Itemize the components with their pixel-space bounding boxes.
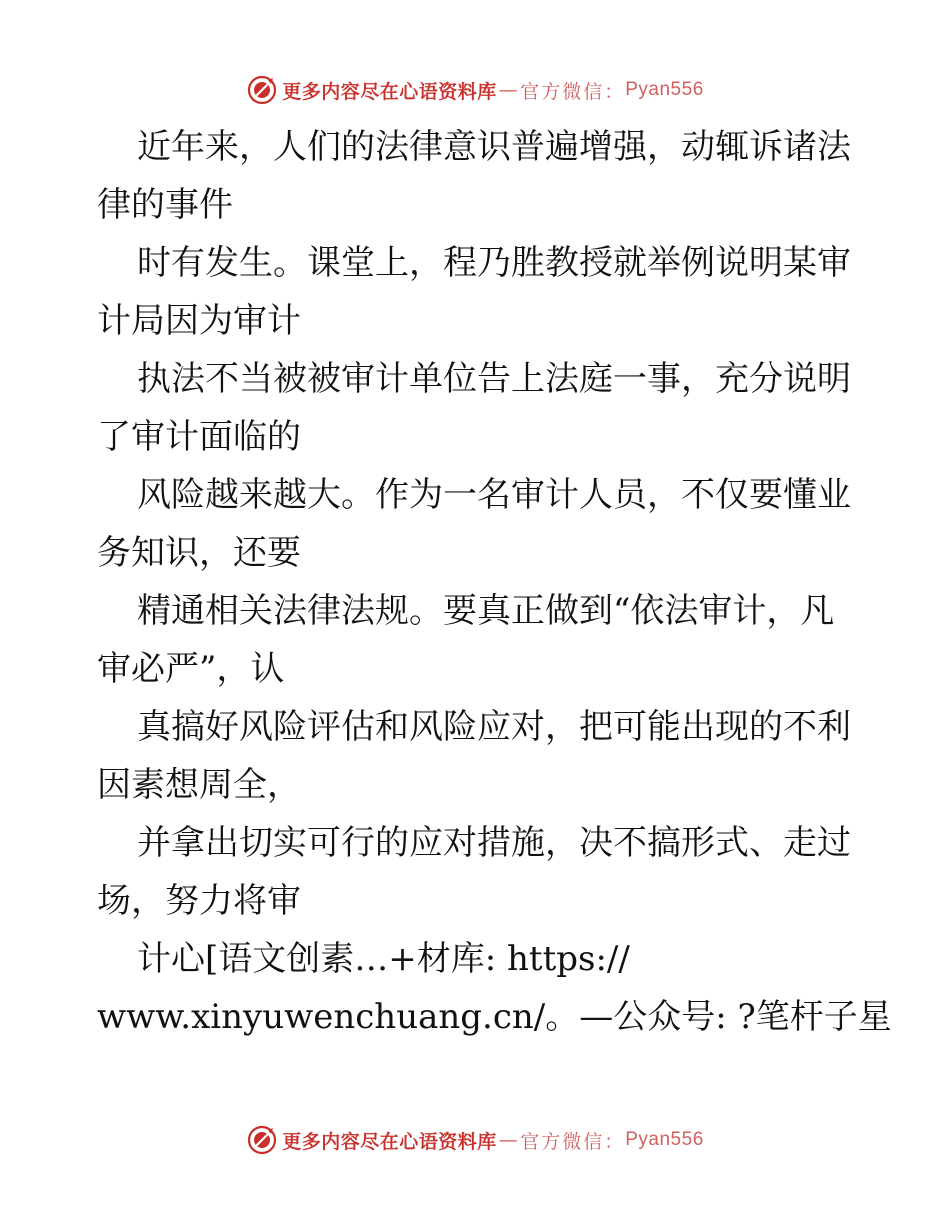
paragraph xyxy=(97,814,857,930)
paragraph xyxy=(97,466,857,582)
watermark-official-label: 官方微信： xyxy=(520,80,626,103)
footer-watermark xyxy=(0,1120,950,1160)
paragraph-line: 精通相关法律法规。要真正做到“依法审计，凡 xyxy=(137,591,835,631)
paragraph xyxy=(97,930,892,1046)
paragraph xyxy=(97,118,857,234)
watermark-separator: — xyxy=(498,79,519,101)
paragraph-line: 计心[语文创素…+材库: https:// xyxy=(137,939,630,979)
watermark-official-label: 官方微信： xyxy=(520,1130,626,1153)
paragraph-line: 律的事件 xyxy=(97,185,233,225)
paragraph xyxy=(97,234,857,350)
watermark-separator: — xyxy=(498,1129,519,1151)
paragraph-line: 时有发生。课堂上，程乃胜教授就举例说明某审 xyxy=(137,243,851,283)
paragraph xyxy=(97,698,857,814)
paragraph-line: 务知识，还要 xyxy=(97,533,301,573)
paragraph-line: 真搞好风险评估和风险应对，把可能出现的不利 xyxy=(137,707,851,747)
paragraph-line: 执法不当被被审计单位告上法庭一事，充分说明 xyxy=(137,359,851,399)
paragraph-line: 风险越来越大。作为一名审计人员，不仅要懂业 xyxy=(137,475,851,515)
watermark-main-text: 更多内容尽在心语资料库 xyxy=(282,80,497,103)
paragraph-line: 计局因为审计 xyxy=(97,301,301,341)
paragraph-line: 场，努力将审 xyxy=(97,881,301,921)
document-body xyxy=(97,118,892,1046)
paragraph xyxy=(97,350,857,466)
paragraph xyxy=(97,582,857,698)
paragraph-line: 近年来，人们的法律意识普遍增强，动辄诉诸法 xyxy=(137,127,851,167)
header-watermark xyxy=(0,70,950,110)
paragraph-line: 审必严”，认 xyxy=(97,649,285,689)
pen-nib-circle-icon xyxy=(246,1124,278,1156)
watermark-main-text: 更多内容尽在心语资料库 xyxy=(282,1130,497,1153)
watermark-wechat-id: Pyan556 xyxy=(625,79,704,100)
pen-nib-circle-icon xyxy=(246,74,278,106)
paragraph-line: www.xinyuwenchuang.cn/。—公众号: ?笔杆子星 xyxy=(97,997,892,1037)
paragraph-line: 并拿出切实可行的应对措施，决不搞形式、走过 xyxy=(137,823,851,863)
paragraph-line: 了审计面临的 xyxy=(97,417,301,457)
paragraph-line: 因素想周全， xyxy=(97,765,301,805)
watermark-wechat-id: Pyan556 xyxy=(625,1129,704,1150)
